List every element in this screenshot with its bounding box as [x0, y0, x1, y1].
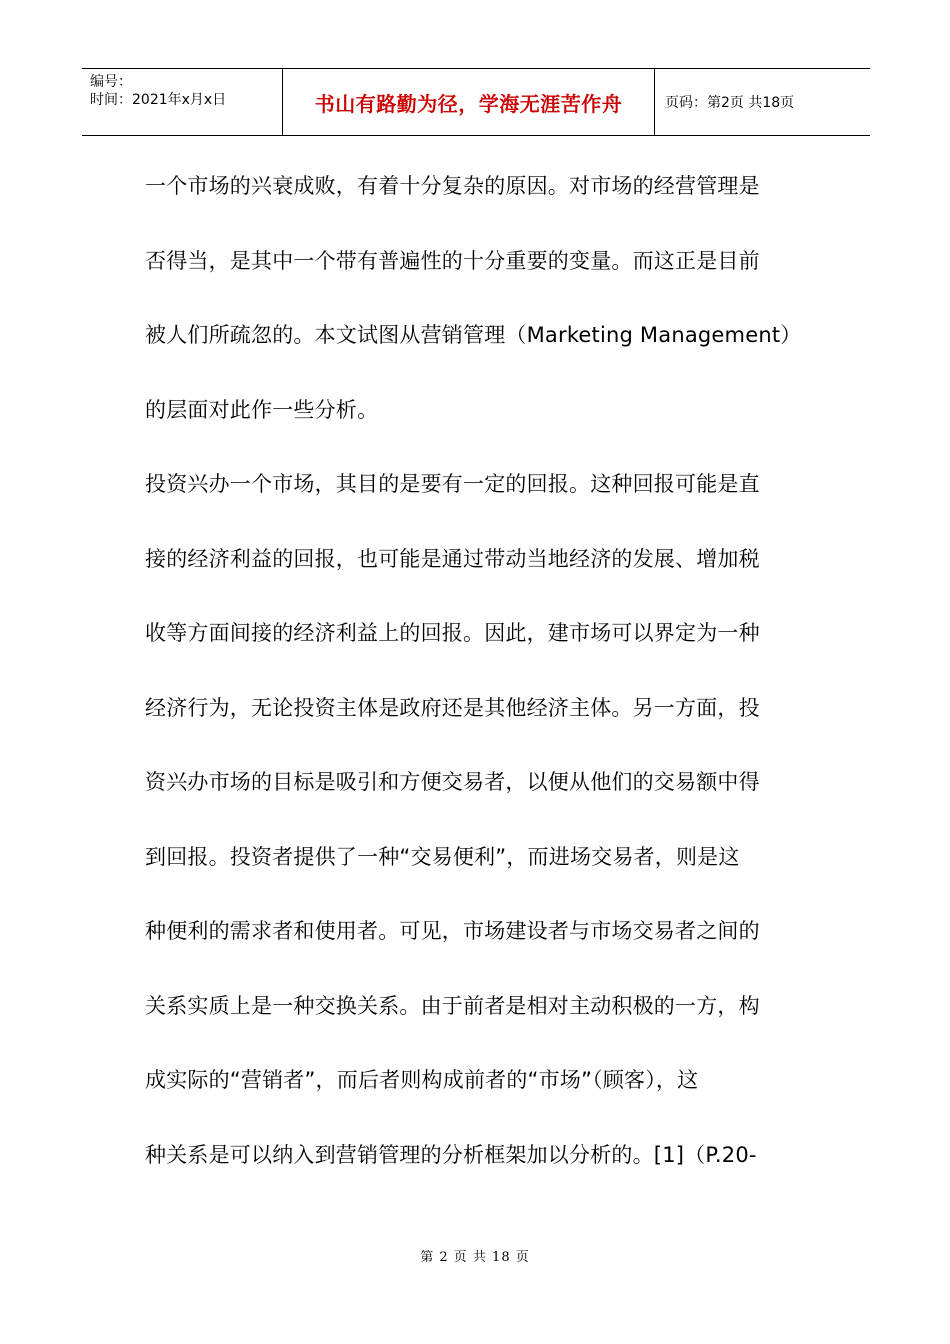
body-line: 否得当，是其中一个带有普遍性的十分重要的变量。而这正是目前	[145, 248, 760, 273]
body-line: 经济行为，无论投资主体是政府还是其他经济主体。另一方面，投	[145, 695, 760, 720]
header-meta-cell	[82, 69, 283, 135]
body-line: 被人们所疏忽的。本文试图从营销管理（Marketing Management）	[145, 323, 802, 347]
header-table	[82, 68, 870, 136]
document-date-label: 时间：2021年x月x日	[90, 92, 227, 108]
body-line: 一个市场的兴衰成败，有着十分复杂的原因。对市场的经营管理是	[145, 174, 760, 198]
body-line: 成实际的“营销者”，而后者则构成前者的“市场”（顾客），这	[145, 1068, 699, 1092]
body-line: 种便利的需求者和使用者。可见，市场建设者与市场交易者之间的	[145, 919, 760, 943]
document-body	[145, 160, 815, 1203]
body-line: 接的经济利益的回报，也可能是通过带动当地经济的发展、增加税	[145, 546, 760, 571]
header-page-info: 页码：第2页 共18页	[665, 95, 795, 111]
body-line: 到回报。投资者提供了一种“交易便利”，而进场交易者，则是这	[145, 844, 740, 869]
body-line: 种关系是可以纳入到营销管理的分析框架加以分析的。[1]（P.20-	[145, 1142, 757, 1167]
header-motto-cell	[283, 69, 655, 135]
body-line: 收等方面间接的经济利益上的回报。因此，建市场可以界定为一种	[145, 621, 760, 645]
document-number-label: 编号：	[90, 74, 132, 90]
body-line: 资兴办市场的目标是吸引和方便交易者，以便从他们的交易额中得	[145, 770, 760, 794]
page-footer: 第 2 页 共 18 页	[420, 1250, 530, 1265]
body-line: 投资兴办一个市场，其目的是要有一定的回报。这种回报可能是直	[145, 472, 760, 496]
header-motto: 书山有路勤为径，学海无涯苦作舟	[314, 91, 623, 116]
body-line: 的层面对此作一些分析。	[145, 397, 379, 422]
body-line: 关系实质上是一种交换关系。由于前者是相对主动积极的一方，构	[145, 993, 760, 1018]
